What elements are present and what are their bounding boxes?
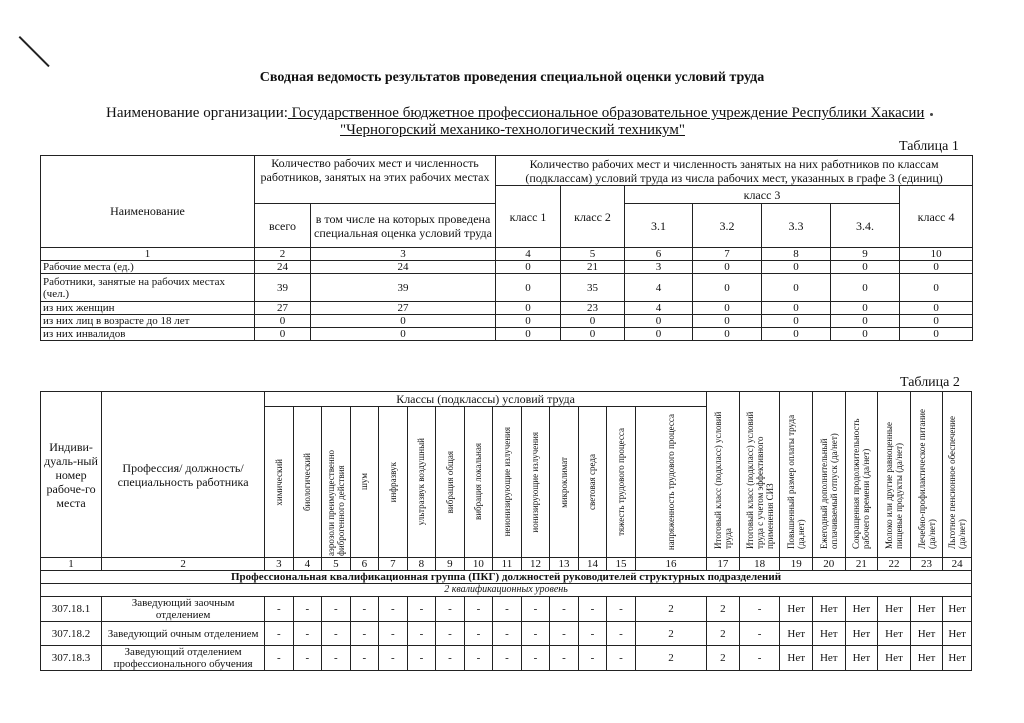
cell: - (607, 646, 636, 671)
t2-header-col19 (780, 392, 813, 558)
t2-header-col7 (379, 407, 408, 558)
t2-header-id: Индиви-дуаль-ный номер рабоче-го места (41, 392, 102, 558)
t2-header-col12 (521, 407, 550, 558)
cell: 0 (561, 315, 625, 328)
t1-header-assessed: в том числе на которых проведена специальная оценка условий труда (311, 204, 496, 248)
cell: 0 (900, 261, 973, 274)
t2-header-col23 (910, 392, 943, 558)
t2-header-col17 (707, 392, 740, 558)
t1-num: 1 (41, 248, 255, 261)
t2-col-label: ионизирующие излучения (530, 431, 541, 533)
t2-num: 16 (635, 558, 706, 571)
cell: Нет (845, 597, 878, 622)
cell: - (436, 597, 465, 622)
t2-header-col16 (635, 407, 706, 558)
t2-col-label: Молоко или другие равноценные пищевые продукты (да/нет) (883, 421, 904, 549)
t1-header-total: всего (255, 204, 311, 248)
cell: - (550, 646, 579, 671)
cell: 0 (831, 328, 900, 341)
t2-num: 9 (436, 558, 465, 571)
cell: Нет (845, 646, 878, 671)
cell: - (407, 597, 436, 622)
t2-col-label: вибрация локальная (473, 443, 484, 521)
cell: - (379, 646, 408, 671)
cell: - (293, 622, 322, 646)
t1-header-group1: Количество рабочих мест и численность работников, занятых на этих рабочих местах (255, 156, 496, 204)
t2-col-label: микроклимат (558, 456, 569, 508)
cell: 27 (311, 302, 496, 315)
cell: 23 (561, 302, 625, 315)
t1-num: 6 (625, 248, 693, 261)
t2-col-label: неионизирующие излучения (501, 427, 512, 537)
cell: Нет (845, 622, 878, 646)
t1-num: 4 (496, 248, 561, 261)
organization-name-line1: Государственное бюджетное профессиональное образовательное учреждение Республики Хакасии (287, 105, 925, 121)
t2-num: 20 (813, 558, 846, 571)
cell: - (322, 646, 351, 671)
t2-header-profession: Профессия/ должность/ специальность работника (102, 392, 265, 558)
cell: - (436, 622, 465, 646)
cell: - (407, 646, 436, 671)
cell: 2 (635, 597, 706, 622)
document-title: Сводная ведомость результатов проведения специальной оценки условий труда (259, 70, 765, 85)
cell: - (521, 622, 550, 646)
cell: - (436, 646, 465, 671)
t2-header-col13 (550, 407, 579, 558)
cell: - (607, 597, 636, 622)
organization-block (106, 105, 986, 138)
row-label: Рабочие места (ед.) (41, 261, 255, 274)
profession: Заведующий заочным отделением (102, 597, 265, 622)
cell: 0 (693, 328, 762, 341)
cell: - (521, 597, 550, 622)
t2-col-label: Итоговый класс (подкласс) условий труда с учетом эффективного применения СИЗ (744, 411, 775, 549)
cell: 0 (693, 274, 762, 302)
table1-caption: Таблица 1 (899, 139, 959, 154)
t2-col-label: шум (359, 473, 370, 491)
ink-dot (930, 113, 933, 116)
cell: 27 (255, 302, 311, 315)
t2-header-col8 (407, 407, 436, 558)
cell: 0 (831, 302, 900, 315)
t1-header-class2: класс 2 (561, 186, 625, 248)
cell: Нет (813, 597, 846, 622)
t2-col-label: химический (273, 458, 284, 506)
t2-col-label: тяжесть трудового процесса (616, 428, 626, 536)
cell: - (322, 622, 351, 646)
t2-header-col9 (436, 407, 465, 558)
table-row (41, 302, 973, 315)
cell: - (550, 597, 579, 622)
t1-header-class31: 3.1 (625, 204, 693, 248)
t2-num: 17 (707, 558, 740, 571)
row-label: Работники, занятые на рабочих местах (чел.) (41, 274, 255, 302)
cell: Нет (878, 622, 911, 646)
t1-header-name: Наименование (41, 156, 255, 248)
t2-num: 8 (407, 558, 436, 571)
cell: 0 (496, 261, 561, 274)
t2-header-col3 (265, 407, 294, 558)
t1-num: 2 (255, 248, 311, 261)
cell: - (265, 597, 294, 622)
workplace-table (40, 391, 972, 671)
cell: Нет (910, 597, 943, 622)
table-row (41, 597, 972, 622)
cell: 24 (255, 261, 311, 274)
organization-label: Наименование организации: (106, 105, 288, 121)
t2-num: 18 (739, 558, 780, 571)
cell: - (265, 622, 294, 646)
t2-col-label: ультразвук воздушный (416, 438, 427, 526)
cell: 0 (900, 274, 973, 302)
cell: 0 (831, 315, 900, 328)
profession: Заведующий отделением профессионального обучения (102, 646, 265, 671)
pen-stroke-mark (19, 36, 50, 67)
table-row (41, 261, 973, 274)
cell: - (493, 646, 522, 671)
t2-num: 12 (521, 558, 550, 571)
cell: - (265, 646, 294, 671)
t2-header-col21 (845, 392, 878, 558)
cell: - (322, 597, 351, 622)
cell: Нет (910, 646, 943, 671)
pkg-group-row: Профессиональная квалификационная группа (ПКГ) должностей руководителей структурных подразделений (41, 571, 972, 584)
cell: - (739, 622, 780, 646)
t2-col-label: световая среда (587, 454, 598, 510)
t2-num: 15 (607, 558, 636, 571)
t2-header-classes: Классы (подклассы) условий труда (265, 392, 707, 407)
cell: 21 (561, 261, 625, 274)
t2-col-label: напряженность трудового процесса (665, 413, 676, 551)
cell: 0 (311, 328, 496, 341)
t2-header-col5 (322, 407, 351, 558)
cell: 0 (762, 302, 831, 315)
cell: 0 (762, 261, 831, 274)
t2-col-label: Сокращенная продолжительность рабочего времени (да/нет) (851, 418, 872, 549)
cell: - (350, 597, 379, 622)
cell: - (493, 597, 522, 622)
t1-header-class34: 3.4. (831, 204, 900, 248)
t2-col-label: Лечебно-профилактическое питание (да/нет) (916, 408, 937, 549)
cell: - (293, 597, 322, 622)
t2-header-col18 (739, 392, 780, 558)
cell: - (464, 646, 493, 671)
cell: 0 (831, 274, 900, 302)
cell: 0 (762, 274, 831, 302)
t2-num: 23 (910, 558, 943, 571)
profession: Заведующий очным отделением (102, 622, 265, 646)
t2-num: 3 (265, 558, 294, 571)
t2-header-col24 (943, 392, 972, 558)
t2-col-label: Повышенный размер оплаты труда (да,нет) (786, 414, 807, 549)
t2-num: 4 (293, 558, 322, 571)
cell: 2 (707, 622, 740, 646)
t2-header-col11 (493, 407, 522, 558)
t1-header-class32: 3.2 (693, 204, 762, 248)
t2-num: 19 (780, 558, 813, 571)
table-row (41, 274, 973, 302)
t2-header-col15 (607, 407, 636, 558)
t2-col-label: инфразвук (387, 461, 398, 503)
cell: 3 (625, 261, 693, 274)
t2-number-row (41, 558, 972, 571)
t2-num: 7 (379, 558, 408, 571)
cell: 39 (255, 274, 311, 302)
cell: 0 (561, 328, 625, 341)
cell: 2 (635, 622, 706, 646)
cell: - (379, 597, 408, 622)
t2-num: 13 (550, 558, 579, 571)
cell: - (350, 646, 379, 671)
cell: Нет (943, 646, 972, 671)
t2-col-label: Ежегодный дополнительный оплачиваемый отпуск (да/нет) (818, 432, 839, 549)
cell: 0 (255, 315, 311, 328)
summary-table (40, 155, 973, 341)
cell: Нет (943, 622, 972, 646)
cell: - (493, 622, 522, 646)
t2-num: 21 (845, 558, 878, 571)
t2-num: 10 (464, 558, 493, 571)
cell: 0 (762, 315, 831, 328)
cell: Нет (780, 646, 813, 671)
row-label: из них лиц в возрасте до 18 лет (41, 315, 255, 328)
t2-col-label: Итоговый класс (подкласс) условий труда (712, 411, 733, 549)
table2-caption: Таблица 2 (900, 375, 960, 390)
table-row (41, 622, 972, 646)
cell: Нет (878, 646, 911, 671)
organization-name-line2: "Черногорский механико-технологический техникум" (340, 122, 685, 138)
cell: 0 (311, 315, 496, 328)
cell: Нет (780, 597, 813, 622)
t1-header-class1: класс 1 (496, 186, 561, 248)
cell: - (739, 597, 780, 622)
table-row (41, 646, 972, 671)
t1-header-class4: класс 4 (900, 186, 973, 248)
cell: 4 (625, 274, 693, 302)
t2-col-label: Льготное пенсионное обеспечение (да/нет) (947, 415, 968, 549)
cell: - (407, 622, 436, 646)
cell: Нет (813, 646, 846, 671)
t1-header-class3: класс 3 (625, 186, 900, 204)
t1-num: 3 (311, 248, 496, 261)
cell: 0 (496, 274, 561, 302)
cell: 0 (496, 328, 561, 341)
cell: 0 (693, 315, 762, 328)
cell: 2 (707, 597, 740, 622)
t2-header-col20 (813, 392, 846, 558)
cell: - (350, 622, 379, 646)
cell: - (550, 622, 579, 646)
cell: 39 (311, 274, 496, 302)
cell: - (739, 646, 780, 671)
qualification-level-row: 2 квалификационных уровень (41, 584, 972, 597)
t2-header-col6 (350, 407, 379, 558)
workplace-id: 307.18.2 (41, 622, 102, 646)
cell: - (578, 646, 607, 671)
t2-num: 1 (41, 558, 102, 571)
cell: 0 (625, 328, 693, 341)
cell: Нет (943, 597, 972, 622)
cell: 0 (693, 302, 762, 315)
t2-num: 2 (102, 558, 265, 571)
t2-col-label: вибрация общая (444, 450, 455, 514)
workplace-id: 307.18.3 (41, 646, 102, 671)
cell: 0 (625, 315, 693, 328)
cell: 0 (496, 302, 561, 315)
cell: 0 (255, 328, 311, 341)
cell: 2 (635, 646, 706, 671)
t1-num: 5 (561, 248, 625, 261)
t2-num: 5 (322, 558, 351, 571)
workplace-id: 307.18.1 (41, 597, 102, 622)
cell: 0 (762, 328, 831, 341)
t2-header-col22 (878, 392, 911, 558)
cell: - (464, 597, 493, 622)
cell: 0 (900, 315, 973, 328)
t2-header-col10 (464, 407, 493, 558)
cell: - (607, 622, 636, 646)
cell: 0 (900, 328, 973, 341)
row-label: из них инвалидов (41, 328, 255, 341)
cell: - (379, 622, 408, 646)
t2-num: 11 (493, 558, 522, 571)
cell: 24 (311, 261, 496, 274)
table-row (41, 315, 973, 328)
cell: - (293, 646, 322, 671)
t2-header-col4 (293, 407, 322, 558)
t2-header-col14 (578, 407, 607, 558)
t2-num: 14 (578, 558, 607, 571)
cell: 4 (625, 302, 693, 315)
t1-num: 7 (693, 248, 762, 261)
t2-col-label: аэрозоли преимущественно фиброгенного действия (325, 449, 346, 556)
t1-number-row (41, 248, 973, 261)
t1-num: 8 (762, 248, 831, 261)
t1-header-class33: 3.3 (762, 204, 831, 248)
t1-header-group2: Количество рабочих мест и численность занятых на них работников по классам (подклассам) условий труда из числа рабочих мест, указанных в графе 3 (единиц) (496, 156, 973, 186)
cell: Нет (780, 622, 813, 646)
cell: 2 (707, 646, 740, 671)
table-row (41, 328, 973, 341)
cell: 0 (831, 261, 900, 274)
cell: Нет (878, 597, 911, 622)
cell: 35 (561, 274, 625, 302)
cell: Нет (910, 622, 943, 646)
t1-num: 10 (900, 248, 973, 261)
cell: - (578, 597, 607, 622)
row-label: из них женщин (41, 302, 255, 315)
t2-col-label: биологический (302, 452, 313, 512)
t2-num: 24 (943, 558, 972, 571)
cell: 0 (693, 261, 762, 274)
cell: 0 (900, 302, 973, 315)
t1-num: 9 (831, 248, 900, 261)
cell: Нет (813, 622, 846, 646)
cell: - (464, 622, 493, 646)
t2-num: 22 (878, 558, 911, 571)
cell: - (521, 646, 550, 671)
t2-num: 6 (350, 558, 379, 571)
cell: - (578, 622, 607, 646)
cell: 0 (496, 315, 561, 328)
